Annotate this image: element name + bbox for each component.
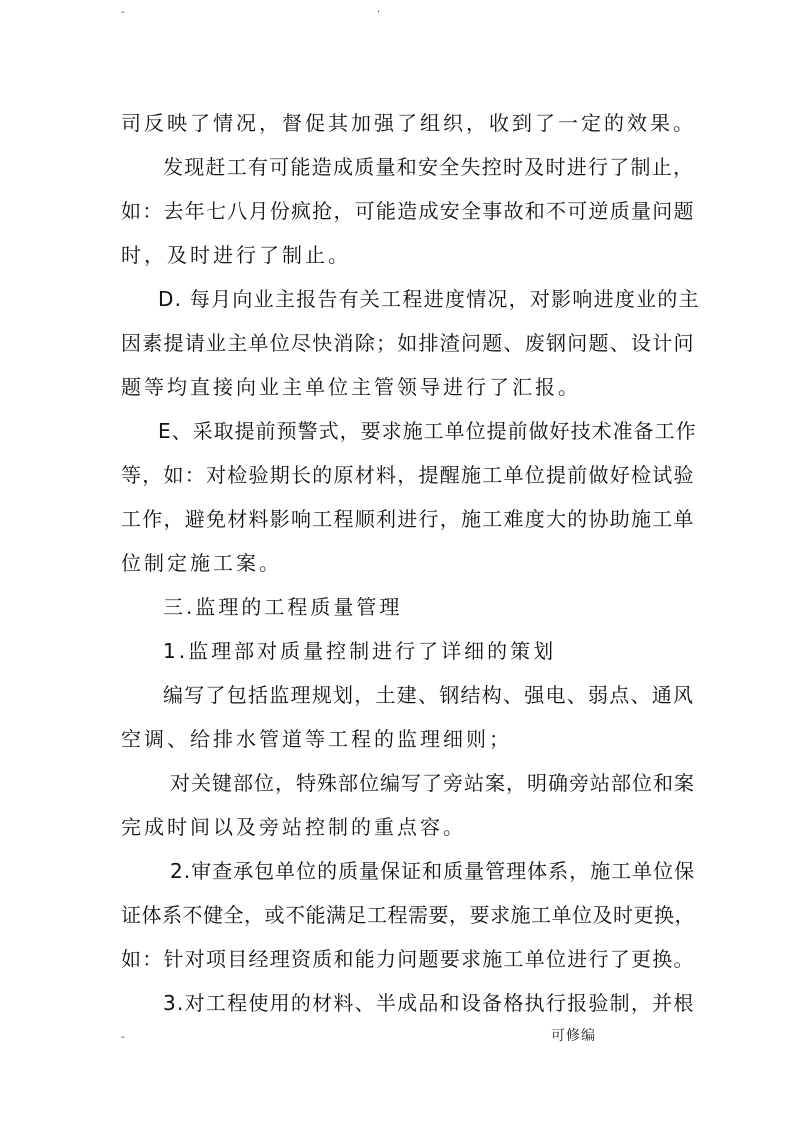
footer-left-mark: - (121, 1032, 125, 1043)
text-line-18: 2.审查承包单位的质量保证和质量管理体系，施工单位保 (170, 859, 696, 883)
text-line-20: 如：针对项目经理资质和能力问题要求施工单位进行了更换。 (121, 947, 695, 971)
text-line-11: 位制定施工案。 (121, 551, 282, 575)
text-line-19: 证体系不健全，或不能满足工程需要，要求施工单位及时更换， (121, 903, 695, 927)
text-line-6: 因素提请业主单位尽快消除；如排渣问题、废钢问题、设计问 (121, 331, 695, 355)
text-line-2: 发现赶工有可能造成质量和安全失控时及时进行了制止， (163, 155, 695, 179)
text-line-13: 1.监理部对质量控制进行了详细的策划 (163, 639, 557, 663)
text-line-8: E、采取提前预警式，要求施工单位提前做好技术准备工作 (158, 419, 697, 443)
text-line-21: 3.对工程使用的材料、半成品和设备格执行报验制，并根 (163, 991, 695, 1015)
header-left-mark: - (121, 7, 125, 18)
text-line-4: 时，及时进行了制止。 (121, 243, 351, 267)
text-line-15: 空调、给排水管道等工程的监理细则； (121, 727, 512, 751)
text-line-1: 司反映了情况，督促其加强了组织，收到了一定的效果。 (121, 111, 696, 135)
footer-label: 可修编 (551, 1028, 596, 1044)
text-line-7: 题等均直接向业主单位主管领导进行了汇报。 (121, 375, 581, 399)
header-center-mark: . (377, 4, 381, 15)
text-line-3: 如：去年七八月份疯抢，可能造成安全事故和不可逆质量问题 (121, 199, 695, 223)
text-line-14: 编写了包括监理规划，土建、钢结构、强电、弱点、通风 (163, 683, 695, 707)
text-line-10: 工作，避免材料影响工程顺利进行，施工难度大的协助施工单 (121, 507, 695, 531)
section-heading: 三.监理的工程质量管理 (163, 595, 403, 619)
text-line-16: 对关键部位，特殊部位编写了旁站案，明确旁站部位和案 (170, 771, 695, 795)
text-line-9: 等，如：对检验期长的原材料，提醒施工单位提前做好检试验 (121, 463, 695, 487)
text-line-5: D. 每月向业主报告有关工程进度情况，对影响进度业的主 (158, 287, 700, 311)
text-line-17: 完成时间以及旁站控制的重点容。 (121, 815, 466, 839)
